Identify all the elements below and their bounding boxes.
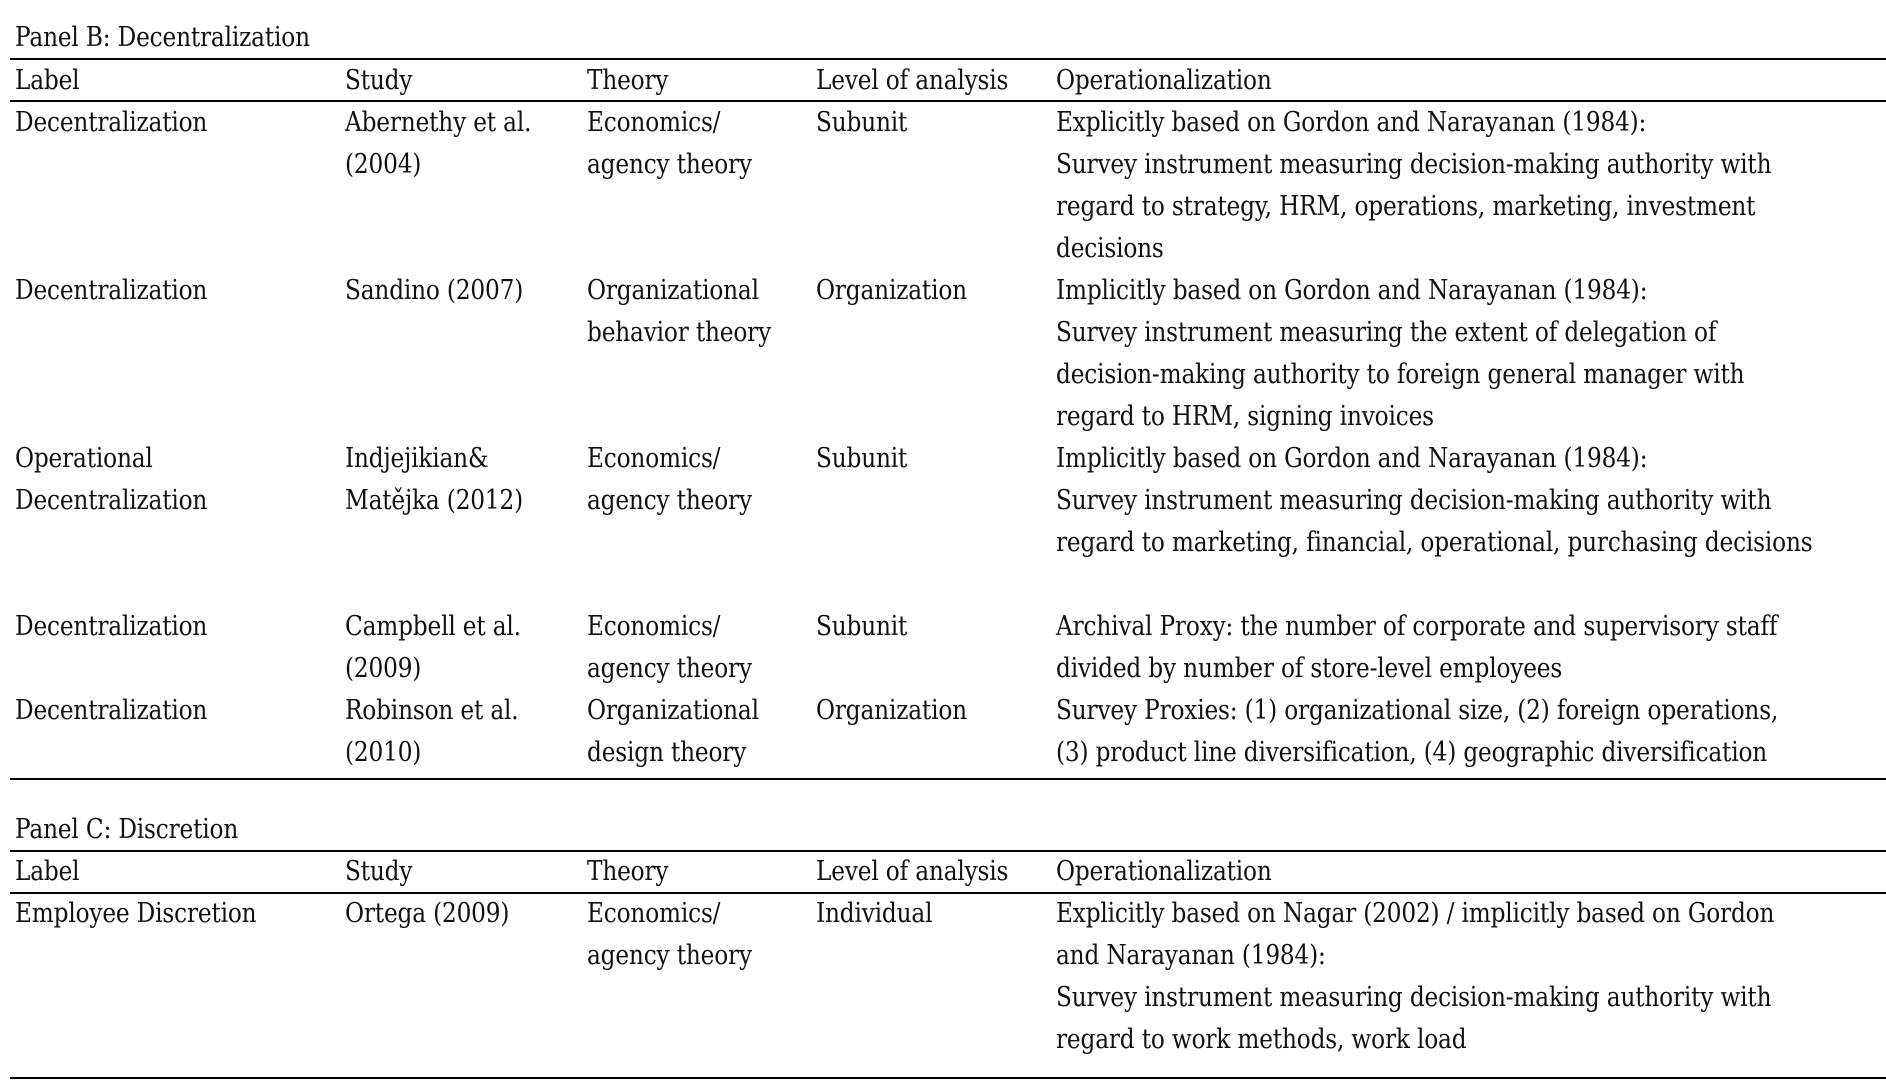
cell-theory: Economics/ agency theory [587,611,752,684]
header-label: Label [15,856,80,887]
panel-c-title: Panel C: Discretion [15,814,239,845]
cell-operationalization: Implicitly based on Gordon and Narayanan (1984): Survey instrument measuring decision-making authority with regard to marketing, financial, operational, purchasing decisions [1056,443,1813,558]
cell-level: Subunit [816,611,908,642]
panel-c-bottom-rule [10,1077,1886,1079]
panel-b-title: Panel B: Decentralization [15,22,310,53]
cell-operationalization: Implicitly based on Gordon and Narayanan (1984): Survey instrument measuring the extent of delegation of decision-making authority to foreign general manager with regard to HRM, signing invoices [1056,275,1745,432]
cell-label: Decentralization [15,275,208,306]
cell-operationalization: Explicitly based on Nagar (2002) / implicitly based on Gordon and Narayanan (1984): Survey instrument measuring decision-making authority with regard to work methods, work load [1056,898,1775,1055]
cell-level: Subunit [816,107,908,138]
cell-theory: Economics/ agency theory [587,443,752,516]
header-label: Label [15,65,80,96]
panel-b-bottom-rule [10,778,1886,780]
cell-study: Sandino (2007) [345,275,524,306]
cell-label: Employee Discretion [15,898,257,929]
header-study: Study [345,65,413,96]
cell-label: Operational Decentralization [15,443,208,516]
cell-study: Campbell et al. (2009) [345,611,521,684]
header-level: Level of analysis [816,65,1009,96]
header-level: Level of analysis [816,856,1009,887]
cell-level: Subunit [816,443,908,474]
cell-level: Organization [816,695,967,726]
header-operationalization: Operationalization [1056,856,1272,887]
cell-operationalization: Explicitly based on Gordon and Narayanan (1984): Survey instrument measuring decision-making authority with regard to strategy, HRM, operations, marketing, investment decisions [1056,107,1772,264]
cell-theory: Economics/ agency theory [587,107,752,180]
cell-study: Ortega (2009) [345,898,510,929]
header-operationalization: Operationalization [1056,65,1272,96]
cell-operationalization: Archival Proxy: the number of corporate and supervisory staff divided by number of store-level employees [1056,611,1778,684]
cell-level: Individual [816,898,933,929]
cell-operationalization: Survey Proxies: (1) organizational size, (2) foreign operations, (3) product line diversification, (4) geographic diversification [1056,695,1779,768]
cell-label: Decentralization [15,107,208,138]
cell-theory: Organizational behavior theory [587,275,772,348]
cell-study: Robinson et al. (2010) [345,695,519,768]
cell-study: Indjejikian& Matějka (2012) [345,443,523,516]
cell-theory: Economics/ agency theory [587,898,752,971]
cell-study: Abernethy et al. (2004) [345,107,532,180]
cell-label: Decentralization [15,695,208,726]
cell-theory: Organizational design theory [587,695,759,768]
cell-level: Organization [816,275,967,306]
header-study: Study [345,856,413,887]
cell-label: Decentralization [15,611,208,642]
header-theory: Theory [587,856,669,887]
header-theory: Theory [587,65,669,96]
